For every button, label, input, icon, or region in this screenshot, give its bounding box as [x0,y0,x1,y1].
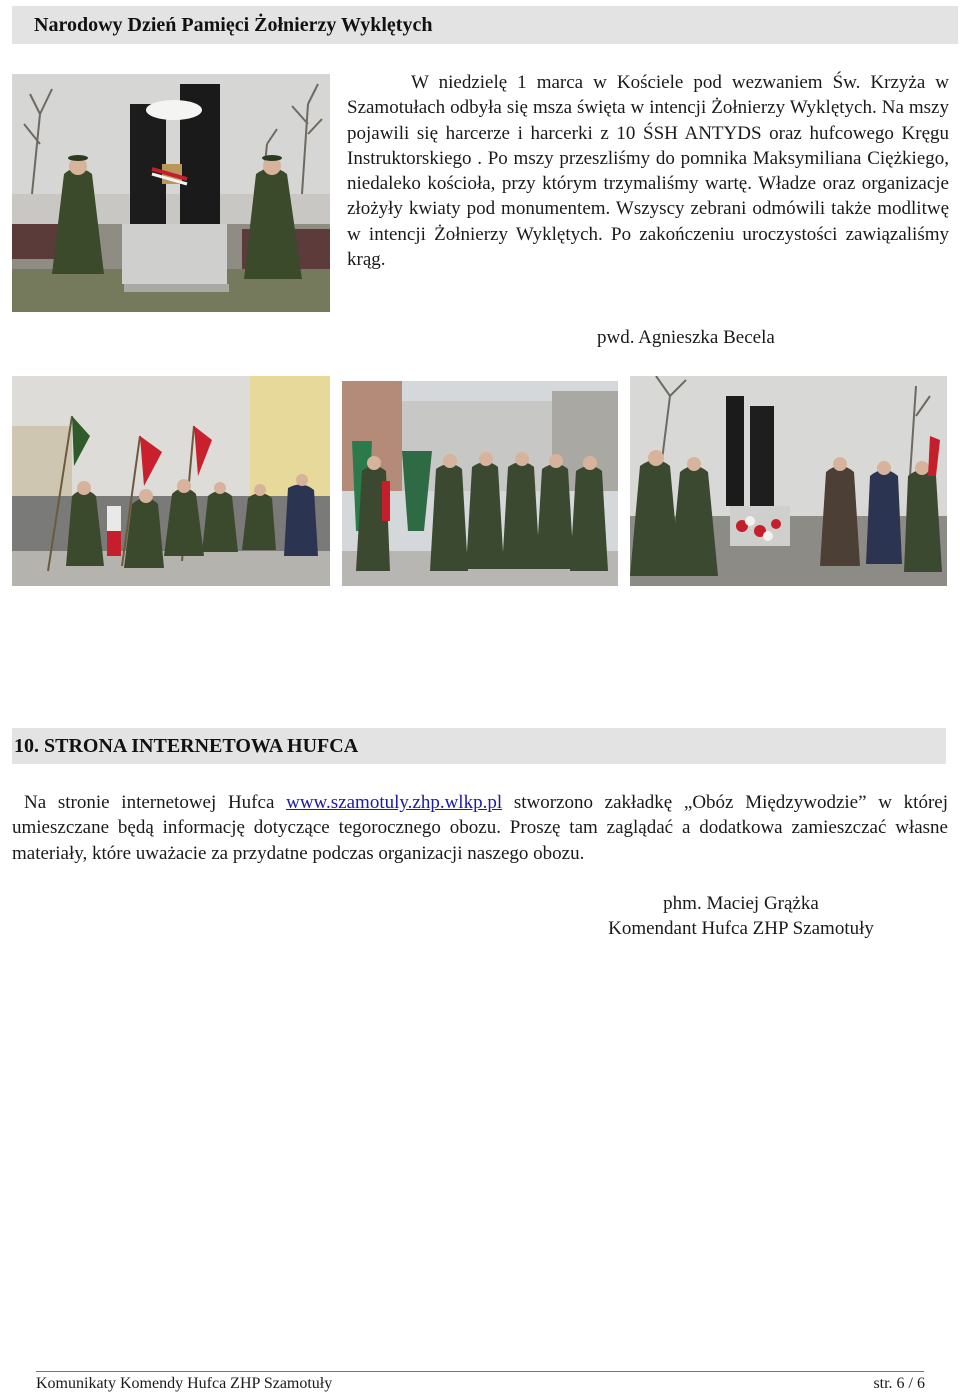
memorial-day-article-text: W niedzielę 1 marca w Kościele pod wezwaniem Św. Krzyża w Szamotułach odbyła się msza święta w intencji Żołnierzy Wyklętych. Na mszy pojawili się harcerze i harcerki z 10 ŚSH ANTYDS oraz hufcowego Kręgu Instruktorskiego . Po mszy przeszliśmy do pomnika Maksymiliana Ciężkiego, niedaleko kościoła, przy którym trzymaliśmy wartę. Władze oraz organizacje złożyły kwiaty pod monumentem. Wszyscy zebrani odmówili także modlitwę w intencji Żołnierzy Wyklętych. Po zakończeniu uroczystości zawiązaliśmy krąg. [347,72,949,271]
commander-name: phm. Maciej Grążka [663,893,819,914]
photo-group-scouts-image [342,381,618,586]
website-article-text [12,790,948,866]
section-heading-memorial-day: Narodowy Dzień Pamięci Żołnierzy Wyklętych [12,6,958,44]
website-text-after-link: stworzono zakładkę „Obóz Międzywodzie” w której umieszczane będą informację dotyczące tegorocznego obozu. Proszę tam zaglądać a dodatkowa zamieszczać własne materiały, które uważacie za przydatne podczas organizacji naszego obozu. [12,792,948,864]
photo-procession [12,376,330,586]
footer-page-number: str. 6 / 6 [873,1375,925,1392]
photo-monument-guard [12,74,330,312]
photo-procession-image [12,376,330,586]
footer-publication-title: Komunikaty Komendy Hufca ZHP Szamotuły [36,1375,333,1392]
website-text-before-link: Na stronie internetowej Hufca [24,792,287,813]
commander-title: Komendant Hufca ZHP Szamotuły [608,918,874,939]
photo-flowers-monument [630,376,947,586]
footer-divider [36,1371,924,1372]
section-heading-website: 10. STRONA INTERNETOWA HUFCA [12,728,946,764]
photo-flowers-monument-image [630,376,947,586]
hufiec-website-link[interactable]: www.szamotuly.zhp.wlkp.pl [286,792,503,813]
photo-monument-guard-image [12,74,330,312]
commander-signature [586,891,896,941]
article-author-signature: pwd. Agnieszka Becela [597,327,775,348]
photo-group-scouts [342,381,618,586]
